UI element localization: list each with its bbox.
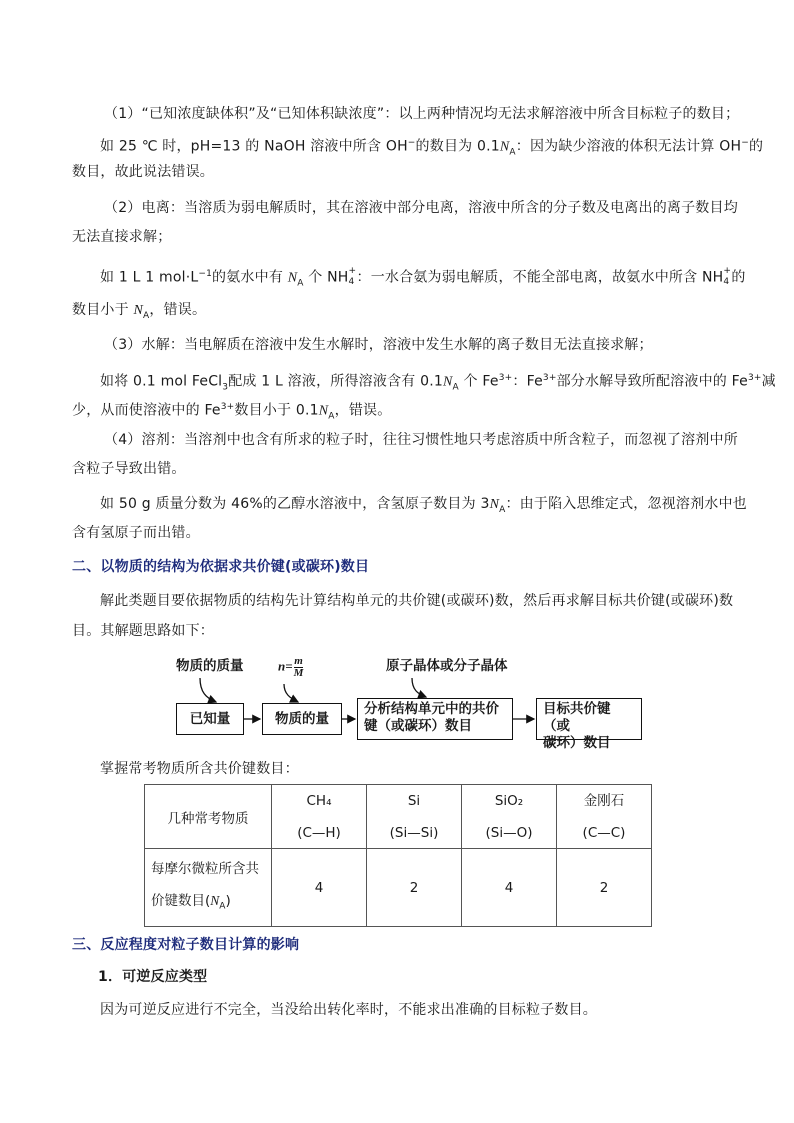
table-cell: 2: [367, 849, 462, 927]
flow-label-mass: 物质的质量: [176, 658, 244, 674]
table-header-cell: CH₄ (C—H): [272, 785, 367, 849]
section2-heading: 二、以物质的结构为依据求共价键(或碳环)数目: [72, 559, 370, 575]
table-header-cell: 几种常考物质: [145, 785, 272, 849]
para2-line1: （2）电离：当溶质为弱电解质时，其在溶液中部分电离，溶液中所含的分子数及电离出的离子数目均: [104, 200, 738, 216]
para4-line3: 如 50 g 质量分数为 46%的乙醇水溶液中，含氢原子数目为 $3N_A$：由于陷入思维定式，忽视溶剂水中也: [100, 496, 747, 515]
section3-heading: 三、反应程度对粒子数目计算的影响: [72, 937, 300, 953]
para1-line2: 如 25 ℃ 时，pH=13 的 NaOH 溶液中所含 OH−的数目为 $0.1N_A$：因为缺少溶液的体积无法计算 OH−的: [100, 138, 764, 158]
para2-line2: 无法直接求解；: [72, 229, 172, 245]
flow-box-analyze: 分析结构单元中的共价 键（或碳环）数目: [357, 698, 513, 740]
flow-curve-mass: [200, 678, 216, 702]
para3-line2: 如将 0.1 mol FeCl$_3$配成 1 L 溶液，所得溶液含有 $0.1N_A$ 个 $Fe^{3+}$：$Fe^{3+}$部分水解导致所配溶液中的 $Fe^{3+}$减: [100, 373, 776, 393]
para4-line4: 含有氢原子而出错。: [72, 525, 200, 541]
para4-line2: 含粒子导致出错。: [72, 461, 186, 477]
flow-box-target: 目标共价键（或 碳环）数目: [536, 698, 642, 740]
para2-line4: 数目小于 $N_A$，错误。: [72, 302, 207, 321]
section2-para-line2: 目。其解题思路如下：: [72, 623, 214, 639]
para1-line3: 数目，故此说法错误。: [72, 164, 214, 180]
para1-line1: （1）“已知浓度缺体积”及“已知体积缺浓度”：以上两种情况均无法求解溶液中所含目标粒子的数目；: [104, 106, 740, 122]
section3-para: 因为可逆反应进行不完全，当没给出转化率时，不能求出准确的目标粒子数目。: [100, 1002, 597, 1018]
para4-line1: （4）溶剂：当溶剂中也含有所求的粒子时，往往习惯性地只考虑溶质中所含粒子，而忽视了溶剂中所: [104, 432, 738, 448]
flow-curve-crystal: [412, 678, 426, 697]
flow-label-crystal: 原子晶体或分子晶体: [386, 658, 508, 674]
table-cell: 4: [462, 849, 557, 927]
table-header-cell: Si (Si—Si): [367, 785, 462, 849]
table-row: [145, 849, 652, 927]
para3-line3: 少，从而使溶液中的 $Fe^{3+}$数目小于 $0.1N_A$，错误。: [72, 402, 392, 422]
flow-box-amount: 物质的量: [262, 703, 342, 735]
table-intro: 掌握常考物质所含共价键数目：: [100, 761, 299, 777]
table-header-cell: 金刚石 (C—C): [557, 785, 652, 849]
flow-box-known: 已知量: [176, 703, 244, 735]
table-header-row: [145, 785, 652, 849]
flow-curve-n: [284, 684, 298, 702]
bond-count-table: [144, 784, 652, 927]
section3-subheading: 1．可逆反应类型: [98, 969, 208, 985]
para2-line3: 如 1 L 1 $mol\cdot L^{-1}$的氨水中有 $N_A$ 个 NH + 4 ：一水合氨为弱电解质，不能全部电离，故氨水中所含 NH + 4 的: [100, 265, 746, 289]
section2-para-line1: 解此类题目要依据物质的结构先计算结构单元的共价键(或碳环)数，然后再求解目标共价键(或碳环)数: [100, 593, 734, 609]
table-row-label: 每摩尔微粒所含共 价键数目$(N_A)$: [145, 849, 272, 927]
table-header-cell: SiO₂ (Si—O): [462, 785, 557, 849]
flow-formula-n: n= $\frac{m}{M}$: [278, 655, 304, 679]
table-cell: 4: [272, 849, 367, 927]
table-cell: 2: [557, 849, 652, 927]
para3-line1: （3）水解：当电解质在溶液中发生水解时，溶液中发生水解的离子数目无法直接求解；: [104, 337, 653, 353]
